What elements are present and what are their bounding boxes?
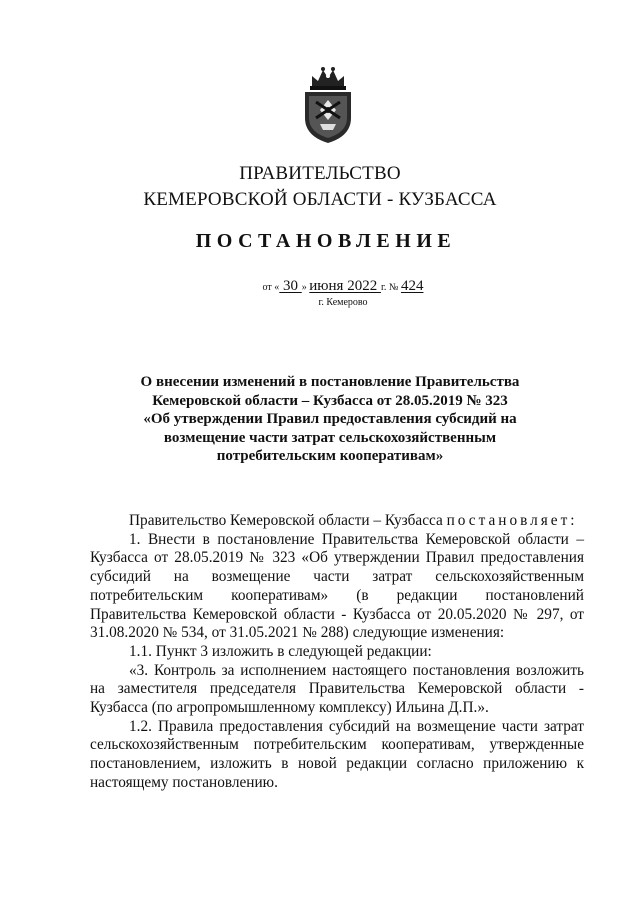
preamble-text: Правительство Кемеровской области – Кузбасса (129, 512, 447, 529)
number-prefix: г. № (380, 282, 401, 293)
body-paragraph: 1.2. Правила предоставления субсидий на возмещение части затрат сельскохозяйственным потребительским кооперативам, утвержденные постановлением, изложить в новой редакции согласно приложению к настоящему постановлению. (90, 717, 584, 791)
subject-line: потребительским кооперативам» (216, 448, 444, 464)
coat-of-arms-emblem (298, 66, 358, 144)
body-paragraph: «3. Контроль за исполнением настоящего постановления возложить на заместителя председателя Правительства Кемеровской области - Кузбасса (по агропромышленному комплексу) Ильина Д.П.». (90, 661, 584, 717)
subject-line: «Об утверждении Правил предоставления субсидий на (143, 411, 517, 427)
body-paragraph-preamble (90, 512, 584, 531)
document-dateline (0, 278, 640, 295)
document-number: 424 (400, 278, 424, 294)
date-day: 30 (279, 278, 302, 294)
document-body (90, 512, 584, 793)
document-type-title: ПОСТАНОВЛЕНИЕ (195, 230, 457, 252)
document-subject (120, 373, 540, 466)
body-paragraph: 1.1. Пункт 3 изложить в следующей редакции: (129, 642, 432, 660)
preamble-decree-word: постановляет: (446, 512, 578, 529)
body-paragraph: 1. Внести в постановление Правительства Кемеровской области – Кузбасса от 28.05.2019 № 323 «Об утверждении Правил предоставления субсидий на возмещение части затрат сельскохозяйственным потребительским кооперативам» (в редакции постановлений Правительства Кемеровской области - Кузбасса от 20.05.2020 № 297, от 31.08.2020 № 534, от 31.05.2021 № 288) следующие изменения: (90, 530, 584, 642)
government-name-line2: КЕМЕРОВСКОЙ ОБЛАСТИ - КУЗБАССА (143, 189, 497, 210)
date-prefix: от « (262, 282, 280, 293)
subject-line: Кемеровской области – Кузбасса от 28.05.2019 № 323 (152, 392, 508, 409)
government-name-line1: ПРАВИТЕЛЬСТВО (239, 163, 401, 184)
document-city: г. Кемерово (318, 297, 368, 308)
date-sep: » (301, 282, 310, 293)
subject-line: О внесении изменений в постановление Правительства (140, 374, 520, 390)
date-month-year: июня 2022 (309, 278, 381, 294)
subject-line: возмещение части затрат сельскохозяйственным (163, 429, 497, 446)
